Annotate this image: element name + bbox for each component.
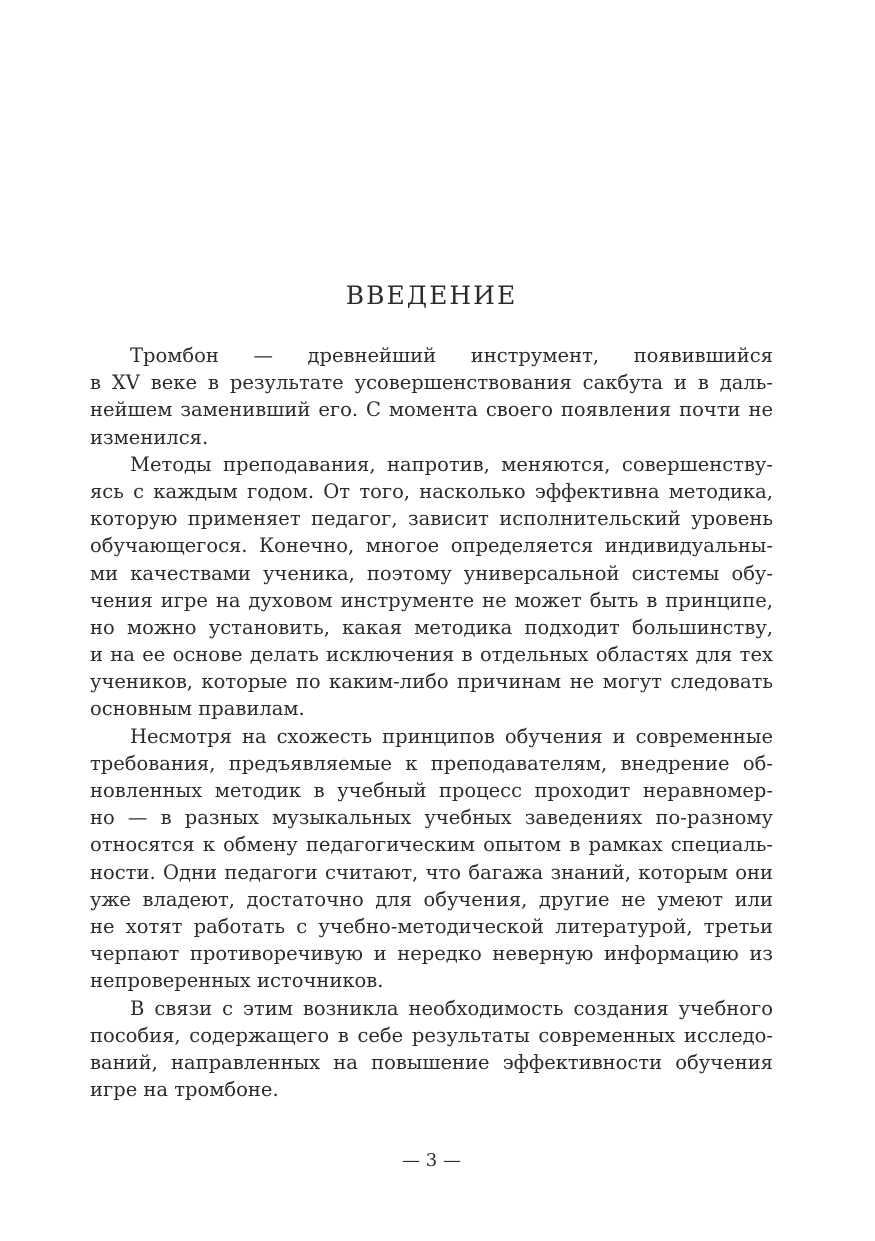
text-line: Методы преподавания, напротив, меняются, совершенству- [130,452,773,476]
text-line: ваний, направленных на повышение эффективности обучения [90,1050,773,1074]
text-line: черпают противоречивую и нередко неверную информацию из [90,942,773,966]
text-line: В связи с этим возникла необходимость создания учебного [130,996,773,1020]
text-line: новленных методик в учебный процесс проходит неравномер- [90,779,773,802]
text-line: ясь с каждым годом. От того, насколько эффективна методика, [90,479,773,503]
text-line: Несмотря на схожесть принципов обучения и современные [130,724,773,748]
text-line: изменился. [90,425,209,449]
text-line: относятся к обмену педагогическим опытом в рамках специаль- [90,833,773,857]
text-line: пособия, содержащего в себе результаты современных исследо- [90,1023,773,1047]
text-line: учеников, которые по каким-либо причинам не могут следовать [90,670,773,694]
text-line: требования, предъявляемые к преподавателям, внедрение об- [90,751,773,775]
text-line: ности. Одни педагоги считают, что багажа знаний, которым они [90,860,773,884]
body-text [90,342,773,1103]
text-line: но можно установить, какая методика подходит большинству, [90,615,773,639]
text-line: обучающегося. Конечно, многое определяется индивидуальны- [90,534,773,558]
text-line: ми качествами ученика, поэтому универсальной системы обу- [90,561,773,585]
paragraph [90,342,773,451]
text-line: не хотят работать с учебно-методической литературой, третьи [90,914,773,938]
text-line: игре на тромбоне. [90,1078,279,1102]
page-number: — 3 — [402,1150,461,1171]
paragraph [90,723,773,995]
text-line: уже владеют, достаточно для обучения, другие не умеют или [90,887,773,911]
text-line: нейшем заменивший его. С момента своего появления почти не [90,398,773,422]
chapter-heading: ВВЕДЕНИЕ [345,281,518,310]
text-line: и на ее основе делать исключения в отдельных областях для тех [90,643,773,667]
text-line: которую применяет педагог, зависит исполнительский уровень [90,507,773,531]
text-line: чения игре на духовом инструменте не может быть в принципе, [90,588,773,612]
text-line: основным правилам. [90,697,305,721]
text-line: в XV веке в результате усовершенствования сакбута и в даль- [90,371,773,395]
text-line: но — в разных музыкальных учебных заведениях по-разному [90,806,773,830]
paragraph [90,995,773,1104]
paragraph [90,451,773,723]
text-line: Тромбон — древнейший инструмент, появившийся [130,344,773,367]
text-line: непроверенных источников. [90,969,384,993]
